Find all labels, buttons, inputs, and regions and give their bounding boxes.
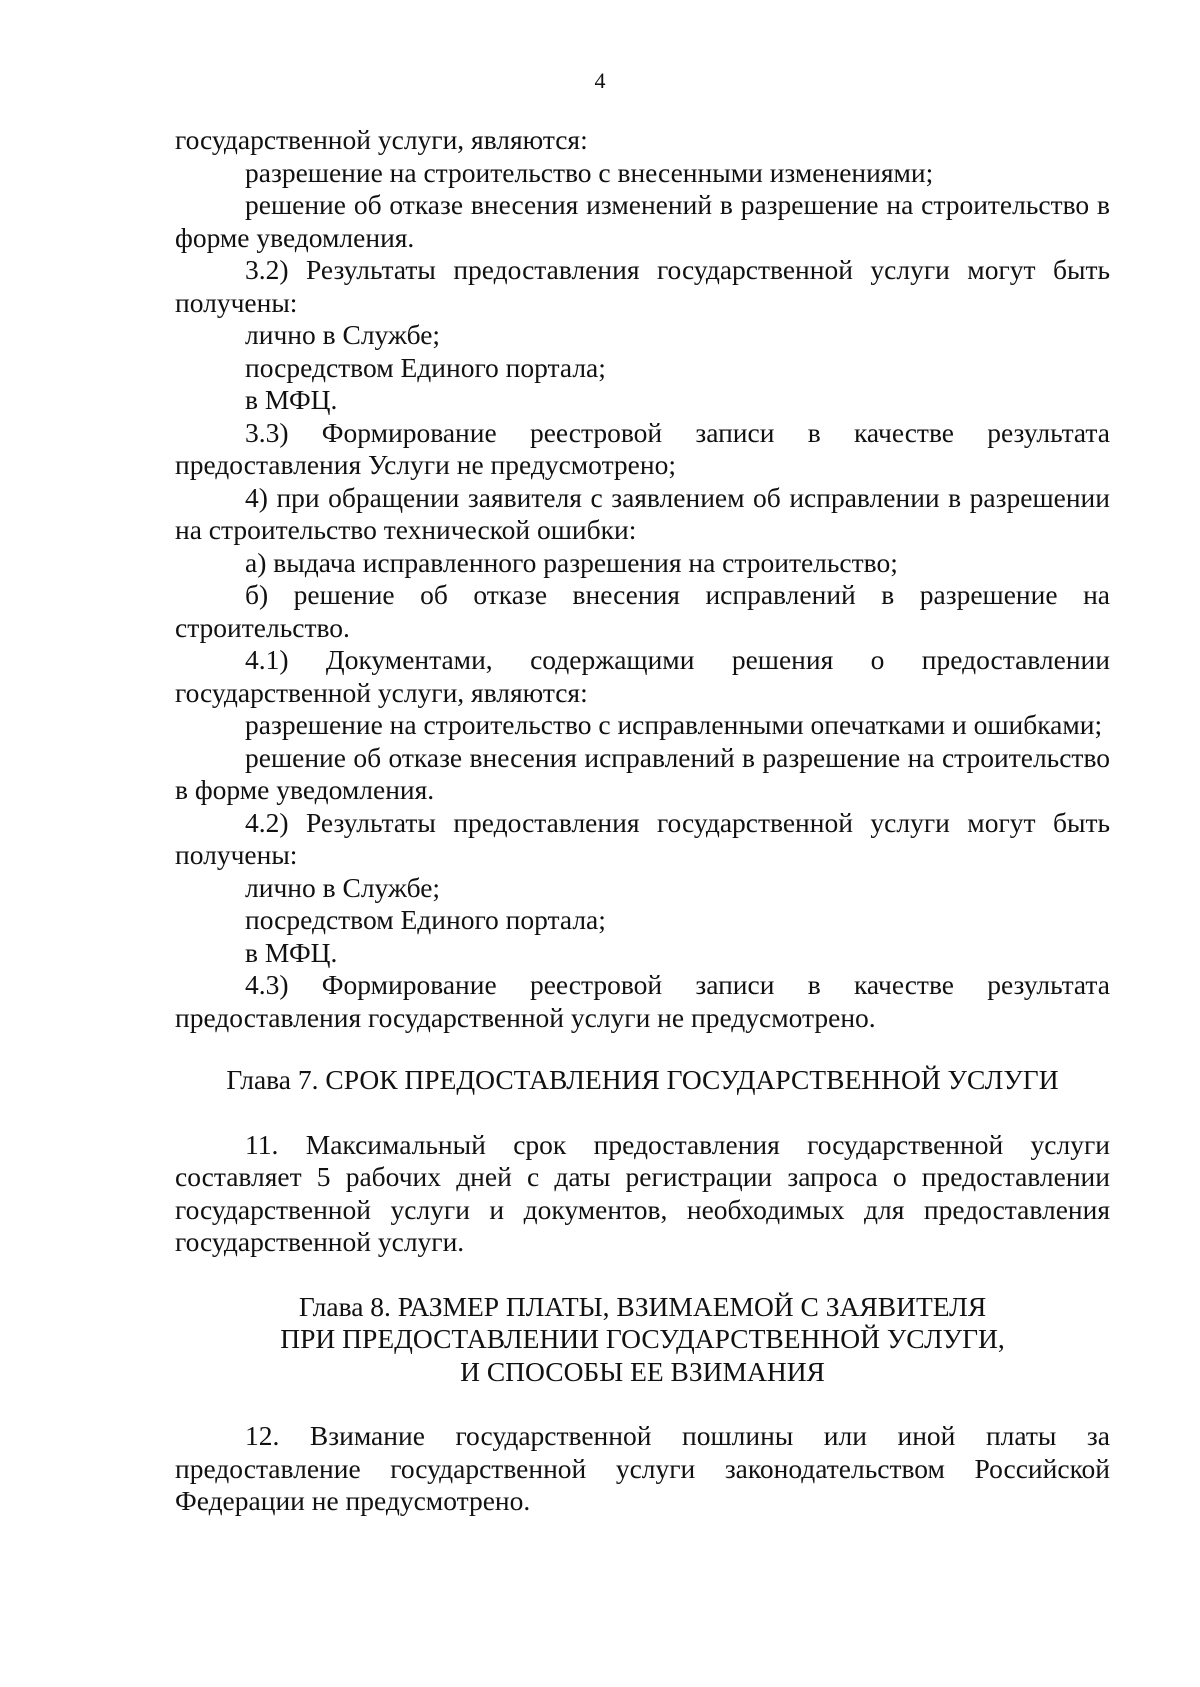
paragraph: б) решение об отказе внесения исправлений в разрешение на строительство. — [175, 579, 1110, 643]
paragraph: лично в Службе; — [245, 871, 441, 903]
paragraph: 3.2) Результаты предоставления государственной услуги могут быть получены: — [175, 254, 1110, 318]
chapter-8-heading-line: ПРИ ПРЕДОСТАВЛЕНИИ ГОСУДАРСТВЕННОЙ УСЛУГИ, — [280, 1323, 1005, 1354]
page-number: 4 — [594, 68, 606, 93]
paragraph: 4.2) Результаты предоставления государственной услуги могут быть получены: — [175, 806, 1110, 870]
document-body — [175, 124, 1110, 1518]
chapter-7-heading: Глава 7. СРОК ПРЕДОСТАВЛЕНИЯ ГОСУДАРСТВЕННОЙ УСЛУГИ — [226, 1064, 1059, 1095]
paragraph: государственной услуги, являются: — [175, 124, 588, 155]
paragraph: решение об отказе внесения изменений в разрешение на строительство в форме уведомления. — [175, 189, 1110, 253]
chapter-8-heading-line: И СПОСОБЫ ЕЕ ВЗИМАНИЯ — [460, 1355, 825, 1387]
paragraph: разрешение на строительство с исправленными опечатками и ошибками; — [245, 709, 1103, 740]
paragraph: посредством Единого портала; — [245, 904, 606, 935]
paragraph: 4.3) Формирование реестровой записи в качестве результата предоставления государственной услуги не предусмотрено. — [175, 969, 1110, 1033]
paragraph: 4) при обращении заявителя с заявлением об исправлении в разрешении на строительство технической ошибки: — [175, 481, 1110, 545]
paragraph: решение об отказе внесения исправлений в разрешение на строительство в форме уведомления. — [175, 741, 1110, 805]
paragraph: 4.1) Документами, содержащими решения о предоставлении государственной услуги, являются: — [175, 644, 1110, 708]
chapter-8-heading-line: Глава 8. РАЗМЕР ПЛАТЫ, ВЗИМАЕМОЙ С ЗАЯВИТЕЛЯ — [298, 1290, 987, 1322]
chapter-8-heading — [175, 1291, 1110, 1389]
paragraph: 3.3) Формирование реестровой записи в качестве результата предоставления Услуги не предусмотрено; — [175, 416, 1110, 480]
paragraph: лично в Службе; — [245, 319, 441, 350]
chapter-8-paragraph: 12. Взимание государственной пошлины или иной платы за предоставление государственной услуги законодательством Российской Федерации не предусмотрено. — [175, 1420, 1110, 1516]
paragraph: в МФЦ. — [245, 384, 338, 415]
paragraph: разрешение на строительство с внесенными изменениями; — [245, 156, 934, 188]
chapter-7-paragraph: 11. Максимальный срок предоставления государственной услуги составляет 5 рабочих дней с даты регистрации запроса о предоставлении государственной услуги и документов, необходимых для предоставления государственной услуги. — [175, 1128, 1110, 1257]
paragraph: посредством Единого портала; — [245, 351, 606, 383]
paragraph: в МФЦ. — [245, 936, 338, 968]
paragraph: а) выдача исправленного разрешения на строительство; — [245, 546, 898, 578]
